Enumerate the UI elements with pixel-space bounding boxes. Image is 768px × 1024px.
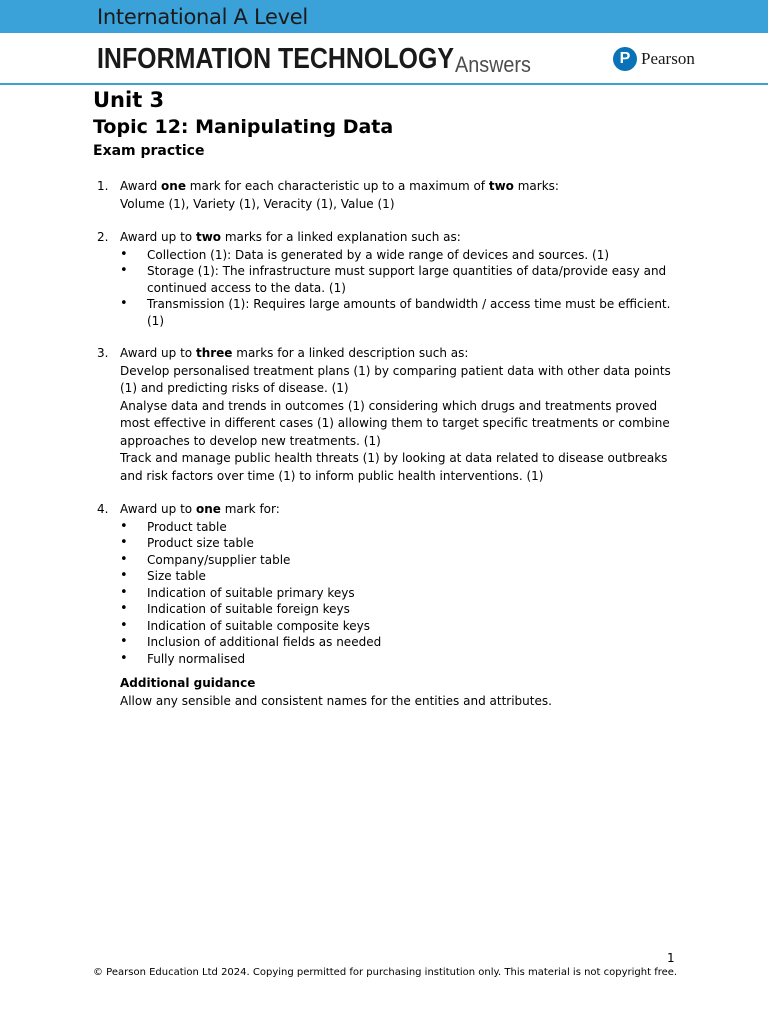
bullet-item: • Size table — [120, 568, 683, 585]
answer-item-2 — [93, 229, 683, 329]
bullet-item: • Indication of suitable foreign keys — [120, 601, 683, 618]
subject-title: INFORMATION TECHNOLOGY — [97, 43, 454, 75]
page-number: 1 — [667, 951, 675, 965]
bullet-item: • Indication of suitable primary keys — [120, 585, 683, 602]
pearson-logo-icon: P — [613, 47, 637, 71]
question-list — [93, 178, 683, 710]
qualification-title: International A Level — [97, 5, 308, 29]
bullet-item: • Collection (1): Data is generated by a wide range of devices and sources. (1) — [120, 247, 683, 264]
answer-text: Volume (1), Variety (1), Veracity (1), Value (1) — [120, 196, 395, 211]
guidance-heading: Additional guidance — [120, 676, 256, 690]
document-body — [93, 87, 683, 726]
bullet-item: • Fully normalised — [120, 651, 683, 668]
answer-item-3 — [93, 345, 683, 485]
answer-number: 3. — [97, 346, 109, 360]
answer-intro: Award up to one mark for: — [120, 502, 280, 516]
pearson-logo-text: Pearson — [641, 49, 695, 68]
bullet-item: • Product table — [120, 519, 683, 536]
header-band — [0, 0, 768, 33]
bullet-item: • Indication of suitable composite keys — [120, 618, 683, 635]
answer-item-4 — [93, 501, 683, 710]
guidance-text: Allow any sensible and consistent names for the entities and attributes. — [120, 693, 552, 708]
bullet-list — [120, 519, 683, 668]
bullet-item: • Company/supplier table — [120, 552, 683, 569]
header-divider — [0, 83, 768, 85]
answer-paragraph: Track and manage public health threats (1) by looking at data related to disease outbreaks and risk factors over time (1) to inform public health interventions. (1) — [120, 451, 668, 483]
bullet-item: • Storage (1): The infrastructure must support large quantities of data/provide easy and continued access to the data. (1) — [120, 263, 683, 296]
answer-intro: Award up to three marks for a linked description such as: — [120, 346, 469, 360]
answer-intro: Award up to two marks for a linked explanation such as: — [120, 230, 461, 244]
answer-number: 4. — [97, 502, 109, 516]
answer-number: 1. — [97, 179, 109, 193]
answer-paragraph: Analyse data and trends in outcomes (1) considering which drugs and treatments proved most effective in different cases (1) allowing them to target specific treatments or combine approaches to develop new treatments. (1) — [120, 398, 670, 448]
answer-number: 2. — [97, 230, 109, 244]
topic-heading: Topic 12: Manipulating Data — [93, 116, 394, 138]
unit-heading: Unit 3 — [93, 88, 165, 112]
answer-item-1 — [93, 178, 683, 213]
answer-intro: Award one mark for each characteristic up to a maximum of two marks: — [120, 179, 559, 193]
answers-label: Answers — [455, 52, 531, 77]
section-heading: Exam practice — [93, 143, 205, 159]
answer-paragraph: Develop personalised treatment plans (1) by comparing patient data with other data points (1) and predicting risks of disease. (1) — [120, 363, 671, 395]
bullet-item: • Inclusion of additional fields as needed — [120, 634, 683, 651]
pearson-logo — [613, 45, 713, 73]
bullet-item: • Transmission (1): Requires large amounts of bandwidth / access time must be efficient. (1) — [120, 296, 683, 329]
bullet-item: • Product size table — [120, 535, 683, 552]
copyright-footer: © Pearson Education Ltd 2024. Copying permitted for purchasing institution only. This material is not copyright free. — [93, 967, 678, 978]
bullet-list — [120, 247, 683, 330]
